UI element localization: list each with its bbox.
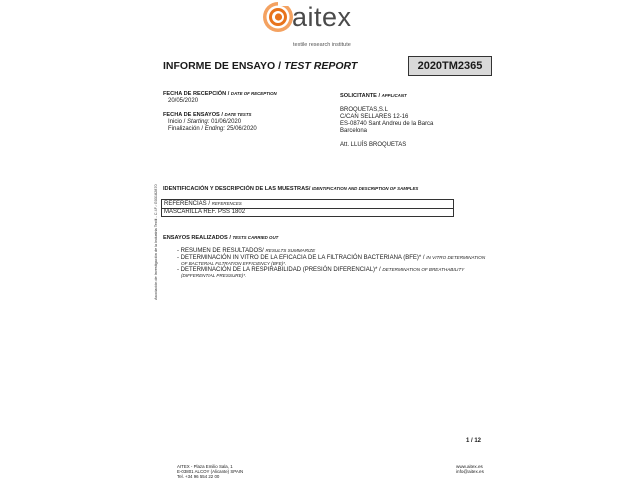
logo-wordmark: aitex: [292, 2, 352, 32]
end-date-value: 25/06/2020: [226, 126, 257, 132]
tests-title-es: ENSAYOS REALIZADOS: [163, 235, 228, 241]
applicant-line-3: ES-08740 Sant Andreu de la Barca: [340, 121, 434, 127]
report-number: [408, 56, 492, 76]
test-item-2-en: IN VITRO DETERMINATION: [426, 254, 486, 260]
spiral-logo-icon: [262, 0, 294, 34]
test-item-bfe: [177, 255, 485, 262]
test-item-3-en: DETERMINATION OF BREATHABILITY: [382, 266, 465, 272]
end-label-en: Ending:: [204, 126, 226, 132]
footer-address-line-1: AITEX - Plaza Emilio Sala, 1: [177, 464, 233, 469]
applicant-label-es: SOLICITANTE: [340, 93, 377, 99]
report-number-value: 2020TM2365: [417, 60, 483, 72]
test-item-1-en: RESULTS SUMMARIZE: [265, 248, 316, 253]
report-title: [163, 60, 357, 72]
test-item-summary: [177, 248, 485, 255]
aitex-logo: [262, 0, 382, 52]
tests-label-es: FECHA DE ENSAYOS: [163, 112, 220, 118]
test-item-breathability-cont: (DIFFERENTIAL PRESSURE)*.: [181, 273, 247, 279]
applicant-line-1: BROQUETAS,S.L: [340, 107, 388, 113]
applicant-label: SOLICITANTE / APPLICANT: [340, 93, 407, 99]
references-header-row: REFERENCIAS / REFERENCES: [164, 201, 242, 207]
tests-label-en: DATE TESTS: [224, 112, 252, 117]
reception-label-en: DATE OF RECEPTION: [230, 91, 277, 96]
test-item-3-es: - DETERMINACIÓN DE LA RESPIRABILIDAD (PRESIÓN DIFERENCIAL)* /: [177, 266, 381, 273]
samples-section-title: [163, 186, 418, 192]
footer-contact: [456, 464, 484, 474]
start-date-value: 01/06/2020: [211, 119, 242, 125]
applicant-line-2: C/CAN SELLARES 12-16: [340, 114, 409, 120]
reception-label-es: FECHA DE RECEPCIÓN: [163, 91, 227, 97]
footer-address: [177, 464, 243, 479]
footer-address-line-2: E-03801 ALCOY (Alicante) SPAIN: [177, 469, 244, 474]
footer-email-link[interactable]: info@aitex.es: [456, 469, 484, 474]
footer-website-link[interactable]: www.aitex.es: [456, 464, 483, 469]
start-date: Inicio / Starting: 01/06/2020: [168, 119, 242, 125]
logo-tagline: textile research institute: [293, 42, 351, 48]
references-label-en: REFERENCES: [211, 201, 242, 206]
references-table: [161, 199, 454, 217]
references-label-es: REFERENCIAS: [164, 201, 207, 207]
test-item-bfe-cont: OF BACTERIAL FILTRATION EFFICIENCY (BFE)*.: [181, 261, 287, 267]
test-item-1-es: - RESUMEN DE RESULTADOS/: [177, 248, 264, 254]
end-label-es: Finalización: [168, 126, 200, 132]
end-date: Finalización / Ending: 25/06/2020: [168, 126, 257, 132]
tests-date-label: FECHA DE ENSAYOS / DATE TESTS: [163, 112, 252, 118]
tests-list: [177, 248, 485, 279]
start-label-en: Starting:: [187, 119, 210, 125]
report-title-es: INFORME DE ENSAYO: [163, 60, 276, 72]
side-note: Asociación de Investigación de la Industria Textil - C.I.F.: G03182870: [154, 184, 158, 300]
footer-address-line-3: Tel. +34 96 554 22 00: [177, 474, 220, 479]
test-item-2-es: - DETERMINACIÓN IN VITRO DE LA EFICACIA DE LA FILTRACIÓN BACTERIANA (BFE)* /: [177, 254, 425, 261]
applicant-line-4: Barcelona: [340, 128, 368, 134]
samples-title-es: IDENTIFICACIÓN Y DESCRIPCIÓN DE LAS MUESTRAS/: [163, 186, 311, 192]
start-label-es: Inicio: [168, 119, 183, 125]
title-separator: /: [278, 60, 284, 72]
samples-title-en: IDENTIFICATION AND DESCRIPTION OF SAMPLES: [311, 186, 419, 191]
reception-date-label: FECHA DE RECEPCIÓN / DATE OF RECEPTION: [163, 91, 277, 97]
reference-value: MASCARILLA REF. PSS 1802: [164, 208, 246, 215]
tests-section-title: ENSAYOS REALIZADOS / TESTS CARRIED OUT: [163, 235, 279, 241]
report-title-en: TEST REPORT: [283, 60, 358, 72]
applicant-attention: Att. LLUÍS BROQUETAS: [340, 142, 407, 148]
references-value-row: [162, 208, 453, 217]
page-number: 1 / 12: [466, 438, 482, 444]
tests-title-en: TESTS CARRIED OUT: [232, 235, 279, 240]
test-item-breathability: [177, 267, 485, 274]
reception-date-value: 20/05/2020: [168, 98, 199, 104]
applicant-label-en: APPLICANT: [381, 93, 407, 98]
